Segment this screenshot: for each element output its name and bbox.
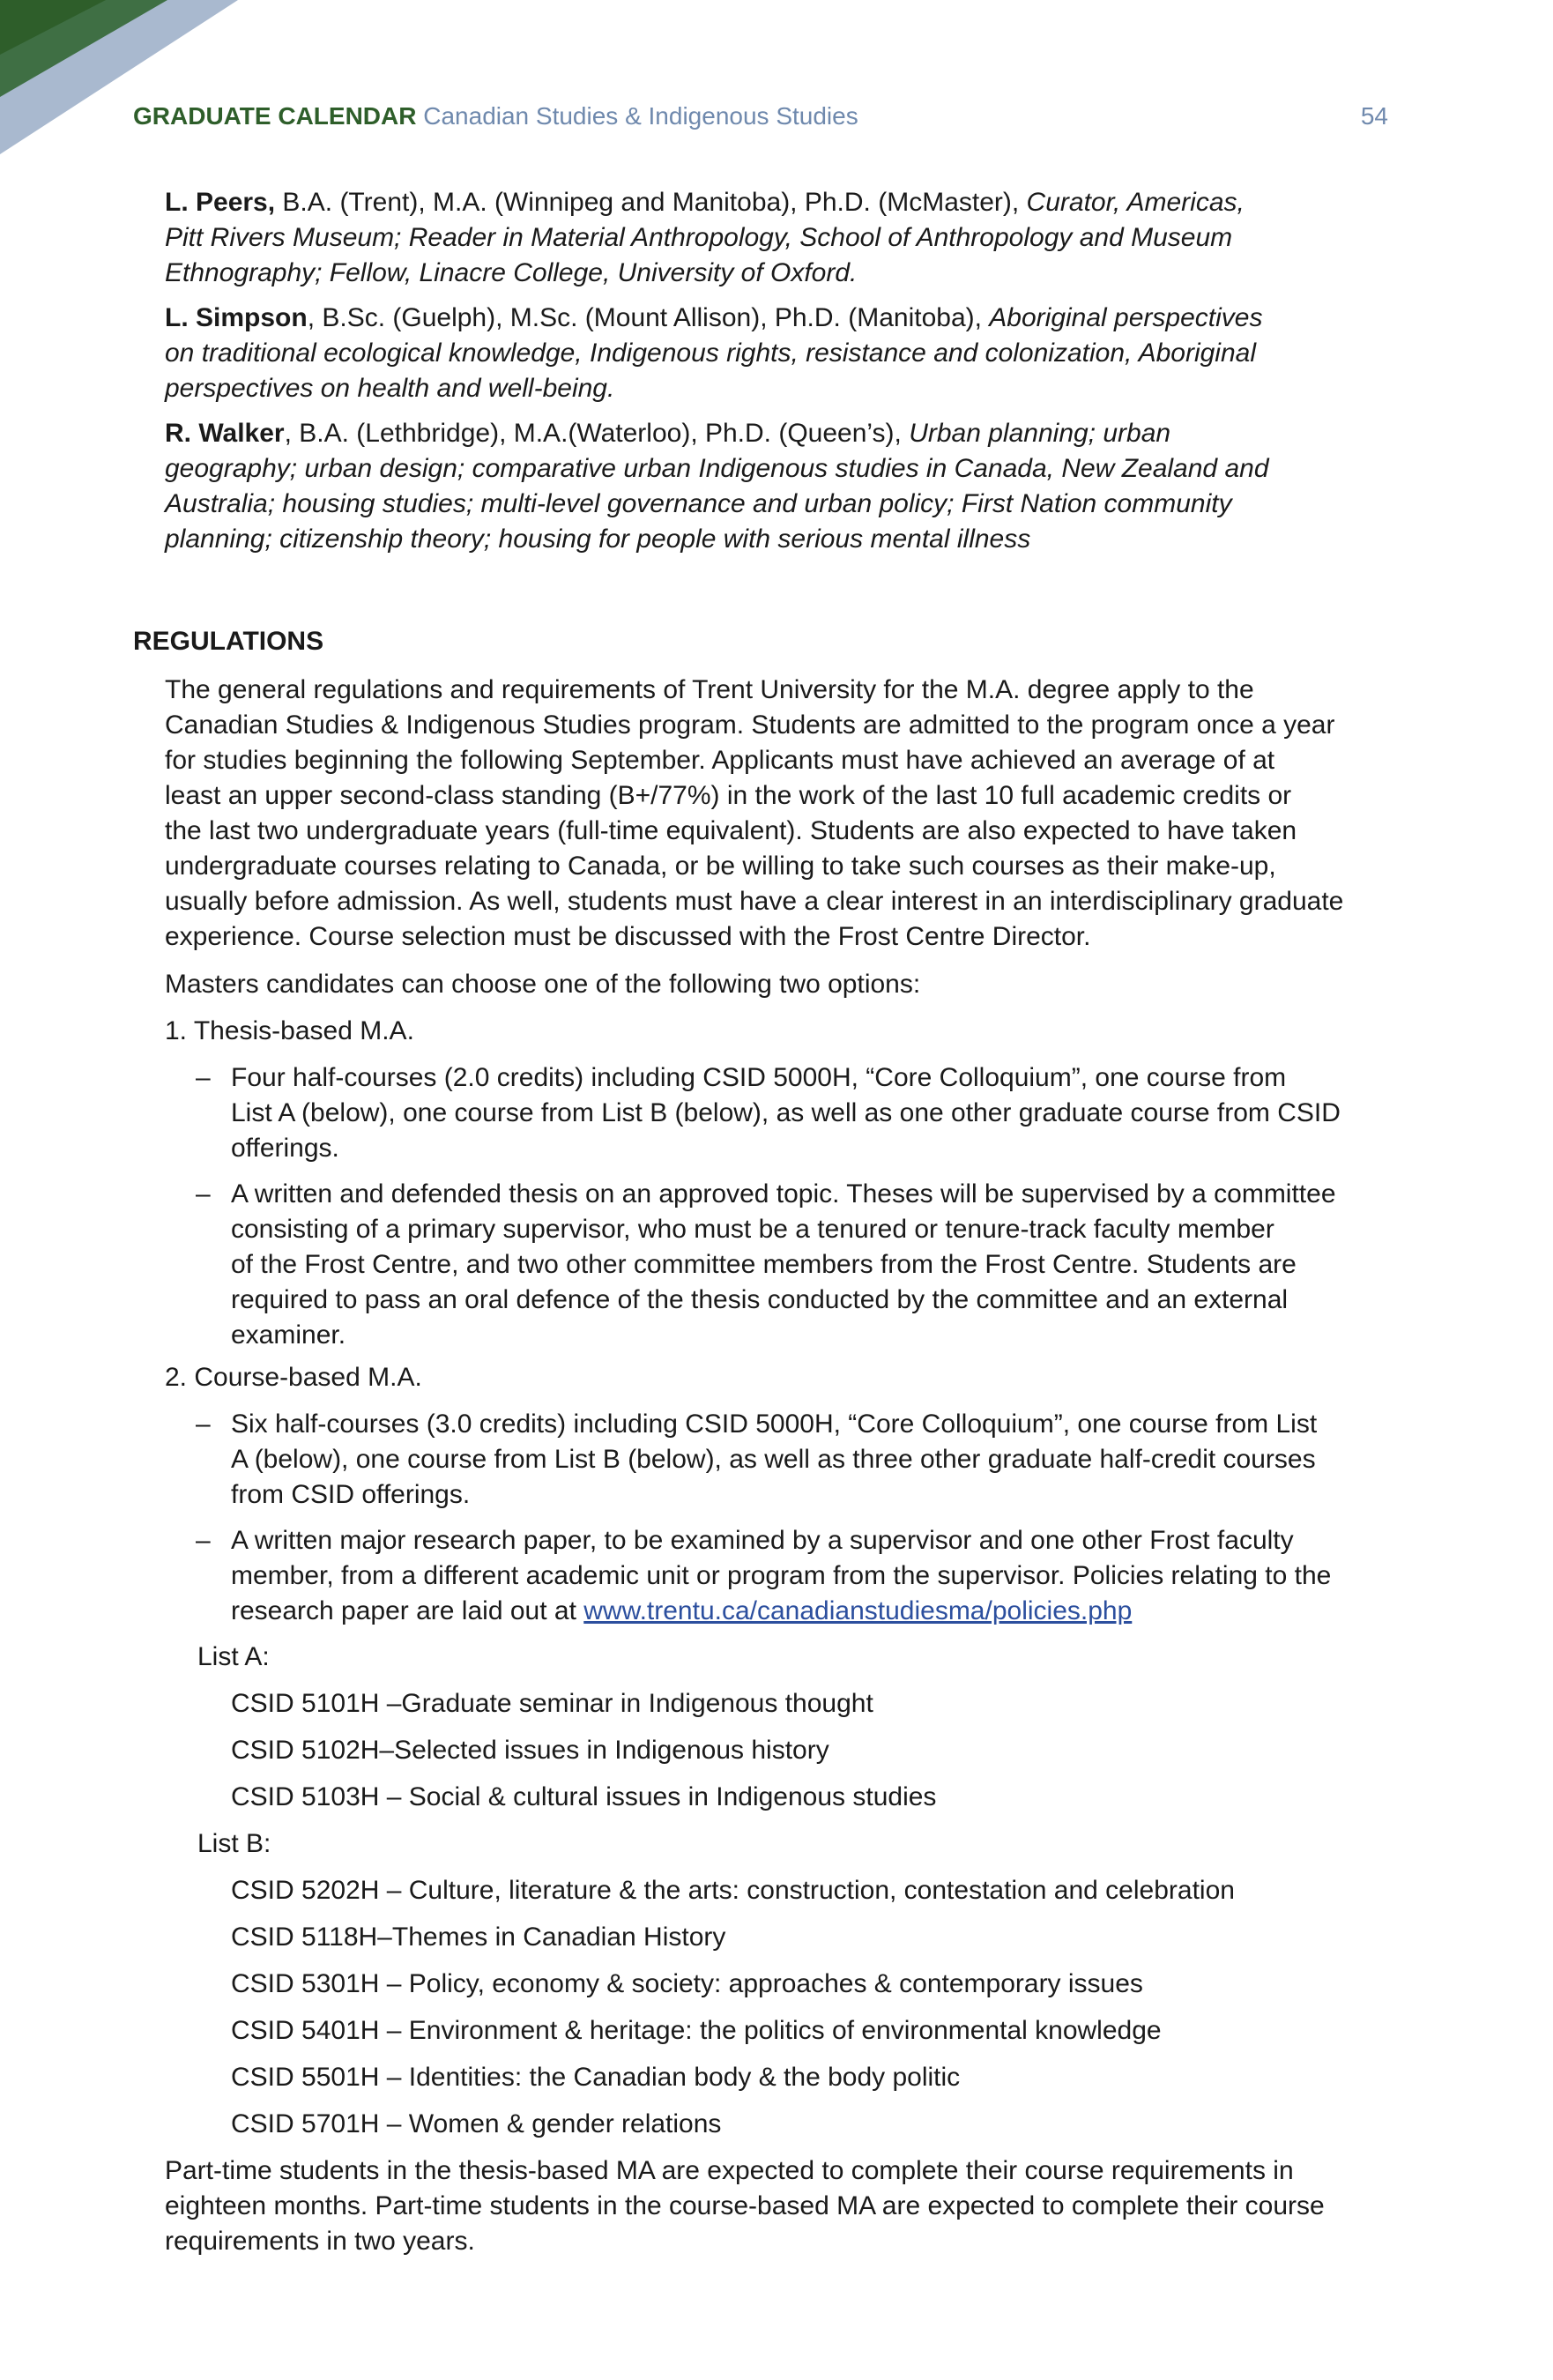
dash-bullet: – <box>196 1063 211 1092</box>
list-a-course: CSID 5101H –Graduate seminar in Indigenous thought <box>231 1689 873 1718</box>
text-line: usually before admission. As well, students must have a clear interest in an interdisciplinary graduate <box>165 887 1344 916</box>
text-line: A (below), one course from List B (below), as well as three other graduate half-credit courses <box>231 1445 1316 1474</box>
text-line: A written major research paper, to be examined by a supervisor and one other Frost faculty <box>231 1526 1294 1555</box>
list-b-course: CSID 5701H – Women & gender relations <box>231 2109 722 2138</box>
text-line: from CSID offerings. <box>231 1480 471 1509</box>
list-b-course: CSID 5501H – Identities: the Canadian body & the body politic <box>231 2063 961 2092</box>
faculty-role: planning; citizenship theory; housing for people with serious mental illness <box>165 524 1031 554</box>
text-line: consisting of a primary supervisor, who must be a tenured or tenure-track faculty member <box>231 1215 1274 1244</box>
text-line: the last two undergraduate years (full-time equivalent). Students are also expected to have taken <box>165 816 1297 845</box>
faculty-role: perspectives on health and well-being. <box>165 374 615 403</box>
text-line: The general regulations and requirements of Trent University for the M.A. degree apply to the <box>165 675 1254 704</box>
list-a-course: CSID 5102H–Selected issues in Indigenous history <box>231 1736 829 1765</box>
dash-bullet: – <box>196 1409 211 1439</box>
closing-paragraph <box>165 2153 1425 2259</box>
page-number: 54 <box>1360 102 1388 130</box>
list-b-course: CSID 5401H – Environment & heritage: the politics of environmental knowledge <box>231 2016 1162 2045</box>
text-line: offerings. <box>231 1134 339 1163</box>
header-subtitle: Canadian Studies & Indigenous Studies <box>423 102 858 130</box>
text-line: required to pass an oral defence of the thesis conducted by the committee and an external <box>231 1285 1289 1314</box>
text-line: Part-time students in the thesis-based MA are expected to complete their course requirements in <box>165 2156 1294 2185</box>
text-line: research paper are laid out at <box>231 1596 584 1625</box>
faculty-role: Ethnography; Fellow, Linacre College, University of Oxford. <box>165 258 858 287</box>
text-line: requirements in two years. <box>165 2227 475 2256</box>
faculty-degrees: , B.Sc. (Guelph), M.Sc. (Mount Allison), Ph.D. (Manitoba), <box>307 303 990 332</box>
text-line: of the Frost Centre, and two other committee members from the Frost Centre. Students are <box>231 1250 1297 1279</box>
text-line: Six half-courses (3.0 credits) including CSID 5000H, “Core Colloquium”, one course from List <box>231 1409 1318 1439</box>
text-line: A written and defended thesis on an approved topic. Theses will be supervised by a committee <box>231 1179 1336 1209</box>
faculty-entry-peers <box>165 185 1399 291</box>
dash-bullet: – <box>196 1179 211 1209</box>
list-b-course: CSID 5118H–Themes in Canadian History <box>231 1923 726 1952</box>
page-header <box>133 99 1388 134</box>
text-line: least an upper second-class standing (B+/77%) in the work of the last 10 full academic credits or <box>165 781 1292 810</box>
text-line: undergraduate courses relating to Canada, or be willing to take such courses as their make-up, <box>165 852 1276 881</box>
list-b-course: CSID 5202H – Culture, literature & the arts: construction, contestation and celebration <box>231 1876 1235 1905</box>
faculty-entry-simpson <box>165 301 1399 406</box>
text-line: eighteen months. Part-time students in the course-based MA are expected to complete their course <box>165 2191 1325 2220</box>
faculty-role: on traditional ecological knowledge, Indigenous rights, resistance and colonization, Aboriginal <box>165 338 1256 368</box>
faculty-name: L. Peers, <box>165 188 276 217</box>
text-line: Four half-courses (2.0 credits) including CSID 5000H, “Core Colloquium”, one course from <box>231 1063 1287 1092</box>
policies-link[interactable]: www.trentu.ca/canadianstudiesma/policies.php <box>583 1596 1133 1625</box>
list-a-course: CSID 5103H – Social & cultural issues in Indigenous studies <box>231 1782 937 1811</box>
faculty-entry-walker <box>165 416 1399 557</box>
section-heading-regulations: REGULATIONS <box>133 627 324 656</box>
faculty-role: Australia; housing studies; multi-level governance and urban policy; First Nation community <box>165 489 1232 518</box>
option-2-label: 2. Course-based M.A. <box>165 1363 422 1392</box>
list-b-course: CSID 5301H – Policy, economy & society: approaches & contemporary issues <box>231 1969 1143 1998</box>
faculty-role: Pitt Rivers Museum; Reader in Material Anthropology, School of Anthropology and Museum <box>165 223 1233 252</box>
faculty-degrees: , B.A. (Lethbridge), M.A.(Waterloo), Ph.D. (Queen’s), <box>284 419 910 448</box>
faculty-role: geography; urban design; comparative urban Indigenous studies in Canada, New Zealand and <box>165 454 1269 483</box>
corner-decoration <box>0 0 264 159</box>
regulations-intro <box>165 673 1425 955</box>
text-line: Canadian Studies & Indigenous Studies program. Students are admitted to the program once a year <box>165 710 1335 740</box>
text-line: List A (below), one course from List B (below), as well as one other graduate course from CSID <box>231 1098 1341 1127</box>
text-line: examiner. <box>231 1320 346 1350</box>
options-intro: Masters candidates can choose one of the following two options: <box>165 970 921 999</box>
header-title: GRADUATE CALENDAR <box>133 102 417 130</box>
text-line: member, from a different academic unit or program from the supervisor. Policies relating to the <box>231 1561 1332 1590</box>
faculty-name: R. Walker <box>165 419 285 448</box>
faculty-role: Aboriginal perspectives <box>989 303 1263 332</box>
list-a-label: List A: <box>197 1642 270 1671</box>
faculty-degrees: B.A. (Trent), M.A. (Winnipeg and Manitoba), Ph.D. (McMaster), <box>275 188 1027 217</box>
text-line: for studies beginning the following September. Applicants must have achieved an average of at <box>165 746 1275 775</box>
dash-bullet: – <box>196 1526 211 1555</box>
faculty-name: L. Simpson <box>165 303 308 332</box>
faculty-role: Curator, Americas, <box>1026 188 1245 217</box>
option-1-label: 1. Thesis-based M.A. <box>165 1016 414 1045</box>
list-b-label: List B: <box>197 1829 271 1858</box>
text-line: experience. Course selection must be discussed with the Frost Centre Director. <box>165 922 1091 951</box>
faculty-role: Urban planning; urban <box>909 419 1171 448</box>
